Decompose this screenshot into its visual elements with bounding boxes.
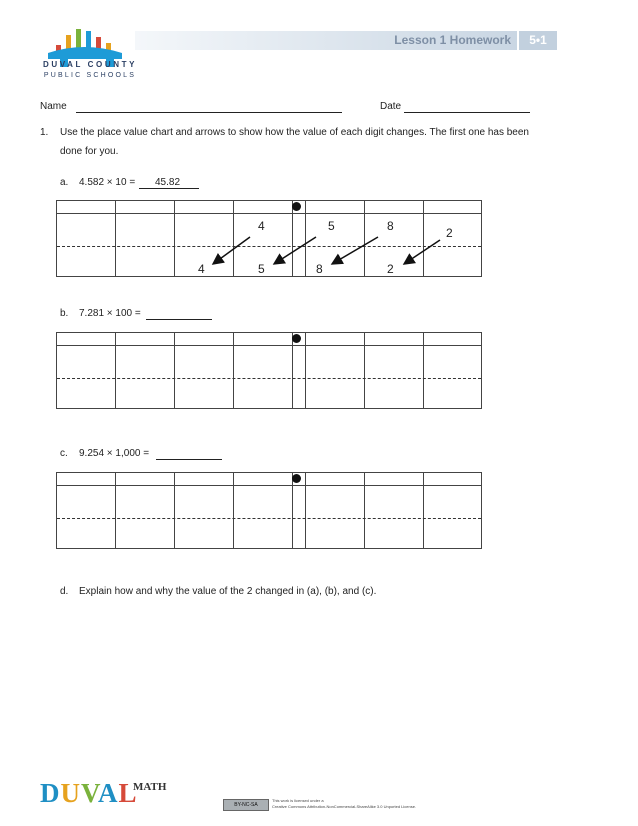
date-label: Date bbox=[380, 101, 402, 112]
duval-math-logo bbox=[40, 778, 138, 809]
part-b-answer-field[interactable] bbox=[146, 319, 212, 320]
arrow-1 bbox=[213, 237, 250, 264]
bottom-digit-2: 5 bbox=[258, 262, 265, 276]
part-c-expression: 9.254 × 1,000 = bbox=[79, 448, 150, 459]
top-digit-1: 4 bbox=[258, 219, 265, 233]
top-digit-4: 2 bbox=[446, 226, 453, 240]
place-value-chart-c bbox=[56, 472, 482, 549]
bottom-digit-1: 4 bbox=[198, 262, 205, 276]
lesson-number-badge: 5•1 bbox=[519, 31, 557, 50]
decimal-point-c bbox=[292, 474, 301, 483]
decimal-point-b bbox=[292, 334, 301, 343]
arrow-3 bbox=[332, 237, 378, 264]
duval-letter: L bbox=[118, 778, 138, 808]
part-b-expression: 7.281 × 100 = bbox=[79, 308, 141, 319]
logo-line2: PUBLIC SCHOOLS bbox=[43, 72, 137, 79]
problem-number: 1. bbox=[40, 127, 49, 138]
license-text bbox=[272, 798, 416, 810]
part-c-label: c. bbox=[60, 448, 68, 459]
part-a-expression: 4.582 × 10 = bbox=[79, 177, 136, 188]
part-d-label: d. bbox=[60, 586, 69, 597]
bottom-digit-4: 2 bbox=[387, 262, 394, 276]
duval-letter: V bbox=[81, 778, 99, 808]
top-digit-3: 8 bbox=[387, 219, 394, 233]
cc-license-badge[interactable]: BY-NC-SA bbox=[223, 799, 269, 811]
part-c-answer-field[interactable] bbox=[156, 459, 222, 460]
place-value-chart-b bbox=[56, 332, 482, 409]
part-a-label: a. bbox=[60, 177, 69, 188]
lesson-title: Lesson 1 Homework bbox=[394, 33, 511, 47]
divider-c bbox=[57, 518, 481, 519]
license-line1: This work is licensed under a bbox=[272, 798, 324, 803]
divider-b bbox=[57, 378, 481, 379]
instruction-line2: done for you. bbox=[60, 146, 119, 157]
bottom-digit-3: 8 bbox=[316, 262, 323, 276]
part-a-answer: 45.82 bbox=[155, 177, 181, 188]
logo-line1: DUVAL COUNTY bbox=[42, 60, 138, 69]
instruction-line1: Use the place value chart and arrows to show how the value of each digit changes. The first one has been bbox=[60, 127, 529, 138]
license-line2: Creative Commons Attribution-NonCommercial-ShareAlike 3.0 Unported License. bbox=[272, 804, 417, 809]
math-label: MATH bbox=[133, 781, 167, 793]
name-label: Name bbox=[40, 101, 67, 112]
arrow-4 bbox=[404, 240, 440, 264]
duval-letter: U bbox=[60, 778, 81, 808]
duval-letter: D bbox=[40, 778, 61, 808]
top-digit-2: 5 bbox=[328, 219, 335, 233]
duval-letter: A bbox=[98, 778, 119, 808]
part-d-text: Explain how and why the value of the 2 changed in (a), (b), and (c). bbox=[79, 586, 377, 597]
arrow-2 bbox=[274, 237, 316, 264]
part-b-label: b. bbox=[60, 308, 69, 319]
